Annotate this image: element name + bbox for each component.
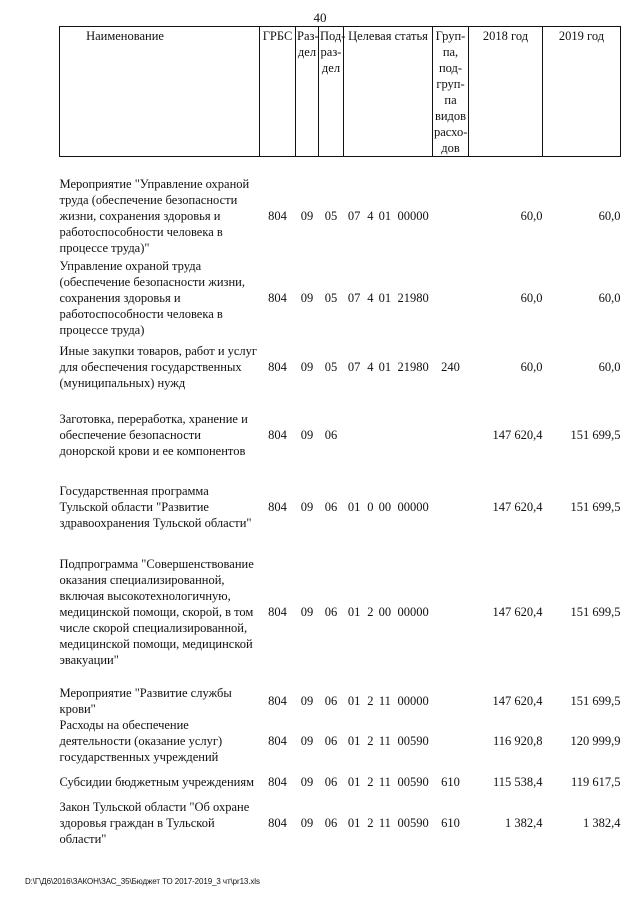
target-direction: 00000 [397, 694, 429, 708]
table-row [60, 403, 621, 467]
row-group [433, 539, 469, 685]
row-2019: 60,0 [598, 360, 621, 374]
row-group: 240 [441, 360, 460, 374]
target-event: 11 [378, 775, 391, 789]
target-direction: 00000 [397, 605, 429, 619]
row-section: 09 [300, 360, 314, 374]
row-2019: 151 699,5 [570, 428, 621, 442]
row-grbs: 804 [268, 816, 287, 830]
table-row [60, 475, 621, 539]
target-direction: 00590 [397, 775, 429, 789]
target-event: 11 [378, 694, 391, 708]
row-grbs: 804 [268, 360, 287, 374]
row-grbs: 804 [268, 605, 287, 619]
target-direction: 21980 [397, 360, 429, 374]
header-subsection: Под- раз- дел [319, 27, 344, 157]
row-group [433, 175, 469, 257]
row-target-code [344, 403, 433, 467]
table-row [60, 539, 621, 685]
table-row [60, 339, 621, 395]
row-target-code [344, 765, 433, 799]
target-program: 01 [347, 775, 361, 789]
table-row [60, 799, 621, 847]
row-grbs: 804 [268, 775, 287, 789]
row-2019: 151 699,5 [570, 694, 621, 708]
row-section: 09 [300, 734, 314, 748]
row-group [433, 403, 469, 467]
row-group: 610 [441, 816, 460, 830]
row-section: 09 [300, 500, 314, 514]
row-2019: 60,0 [598, 291, 621, 305]
target-subprogram: 4 [367, 360, 374, 374]
row-grbs: 804 [268, 428, 287, 442]
table-row [60, 717, 621, 765]
table-row [60, 175, 621, 257]
target-program: 01 [347, 605, 361, 619]
row-2019: 151 699,5 [570, 500, 621, 514]
row-group: 610 [441, 775, 460, 789]
row-2018: 60,0 [520, 360, 543, 374]
row-group [433, 717, 469, 765]
row-2019: 60,0 [598, 209, 621, 223]
row-target-code [344, 475, 433, 539]
target-subprogram: 2 [367, 775, 374, 789]
row-subsection: 06 [324, 775, 338, 789]
row-name: Мероприятие "Управление охраной труда (обеспечение безопасности жизни, сохранения здоровья и работоспособности человека в процессе труда)" [59, 177, 250, 255]
row-section: 09 [300, 816, 314, 830]
target-event: 11 [378, 816, 391, 830]
header-grbs: ГРБС [260, 27, 296, 157]
target-event: 00 [378, 500, 392, 514]
header-target: Целевая статья [344, 27, 433, 157]
row-2018: 147 620,4 [492, 500, 543, 514]
row-subsection: 06 [324, 605, 338, 619]
row-name: Мероприятие "Развитие службы крови" [59, 686, 232, 716]
target-program: 07 [347, 209, 361, 223]
header-row [60, 27, 621, 157]
row-grbs: 804 [268, 500, 287, 514]
header-name: Наименование [60, 27, 260, 157]
row-spacer [60, 395, 621, 403]
row-group [433, 685, 469, 717]
budget-table [59, 26, 621, 847]
row-2018: 115 538,4 [492, 775, 543, 789]
row-target-code [344, 685, 433, 717]
row-subsection: 06 [324, 816, 338, 830]
target-event: 01 [378, 291, 392, 305]
row-2018: 147 620,4 [492, 428, 543, 442]
row-grbs: 804 [268, 734, 287, 748]
row-subsection: 05 [324, 360, 338, 374]
target-direction: 21980 [397, 291, 429, 305]
target-program: 01 [347, 816, 361, 830]
row-grbs: 804 [268, 209, 287, 223]
row-target-code [344, 339, 433, 395]
row-subsection: 06 [324, 500, 338, 514]
target-direction: 00590 [397, 816, 429, 830]
row-group [433, 475, 469, 539]
row-2018: 147 620,4 [492, 605, 543, 619]
target-subprogram: 2 [367, 694, 374, 708]
row-target-code [344, 799, 433, 847]
target-direction: 00590 [397, 734, 429, 748]
row-name: Заготовка, переработка, хранение и обеспечение безопасности донорской крови и ее компонентов [59, 412, 248, 458]
row-section: 09 [300, 605, 314, 619]
row-grbs: 804 [268, 694, 287, 708]
row-spacer [60, 467, 621, 475]
row-section: 09 [300, 291, 314, 305]
target-program: 07 [347, 360, 361, 374]
row-spacer [60, 157, 621, 176]
row-section: 09 [300, 209, 314, 223]
row-subsection: 05 [324, 291, 338, 305]
row-name: Иные закупки товаров, работ и услуг для обеспечения государственных (муниципальных) нужд [59, 344, 258, 390]
row-subsection: 06 [324, 428, 338, 442]
row-2019: 1 382,4 [583, 816, 621, 830]
target-subprogram: 0 [367, 500, 374, 514]
row-name: Закон Тульской области "Об охране здоровья граждан в Тульской области" [59, 800, 250, 846]
target-program: 01 [347, 734, 361, 748]
target-program: 07 [347, 291, 361, 305]
target-event: 01 [378, 360, 392, 374]
row-target-code [344, 539, 433, 685]
row-subsection: 05 [324, 209, 338, 223]
target-event: 01 [378, 209, 392, 223]
row-section: 09 [300, 428, 314, 442]
header-2019: 2019 год [543, 27, 621, 157]
row-section: 09 [300, 694, 314, 708]
header-2018: 2018 год [469, 27, 543, 157]
row-subsection: 06 [324, 734, 338, 748]
row-2018: 60,0 [520, 291, 543, 305]
page-number: 40 [313, 10, 327, 25]
target-direction: 00000 [397, 500, 429, 514]
target-program: 01 [347, 694, 361, 708]
target-subprogram: 4 [367, 209, 374, 223]
row-2018: 147 620,4 [492, 694, 543, 708]
row-name: Государственная программа Тульской области "Развитие здравоохранения Тульской области" [59, 484, 252, 530]
row-name: Субсидии бюджетным учреждениям [59, 775, 255, 789]
row-target-code [344, 717, 433, 765]
target-direction: 00000 [397, 209, 429, 223]
table-row [60, 765, 621, 799]
header-group: Груп- па, под- груп- па видов расхо- дов [433, 27, 469, 157]
target-subprogram: 2 [367, 734, 374, 748]
table-row [60, 257, 621, 339]
target-subprogram: 2 [367, 605, 374, 619]
row-2019: 120 999,9 [570, 734, 621, 748]
table-row [60, 685, 621, 717]
row-group [433, 257, 469, 339]
target-subprogram: 4 [367, 291, 374, 305]
row-2018: 1 382,4 [505, 816, 543, 830]
row-name: Подпрограмма "Совершенствование оказания специализированной, включая высокотехнологичную, медицинской помощи, скорой, в том числе скорой специализированной, медицинской помощи, медицинской эвакуации" [59, 557, 254, 667]
row-2019: 151 699,5 [570, 605, 621, 619]
target-event: 11 [378, 734, 391, 748]
row-grbs: 804 [268, 291, 287, 305]
row-name: Расходы на обеспечение деятельности (оказание услуг) государственных учреждений [59, 718, 223, 764]
row-target-code [344, 175, 433, 257]
target-subprogram: 2 [367, 816, 374, 830]
row-target-code [344, 257, 433, 339]
target-program: 01 [347, 500, 361, 514]
target-event: 00 [378, 605, 392, 619]
header-section: Раз- дел [296, 27, 319, 157]
row-2019: 119 617,5 [570, 775, 621, 789]
row-2018: 116 920,8 [492, 734, 543, 748]
row-section: 09 [300, 775, 314, 789]
row-subsection: 06 [324, 694, 338, 708]
file-path-footer: D:\Г\Д6\2016\ЗАКОН\ЗАС_35\Бюджет ТО 2017-2019_3 чт\pr13.xls [25, 877, 260, 886]
row-2018: 60,0 [520, 209, 543, 223]
row-name: Управление охраной труда (обеспечение безопасности жизни, сохранения здоровья и работоспособности человека в процессе труда) [59, 259, 245, 337]
